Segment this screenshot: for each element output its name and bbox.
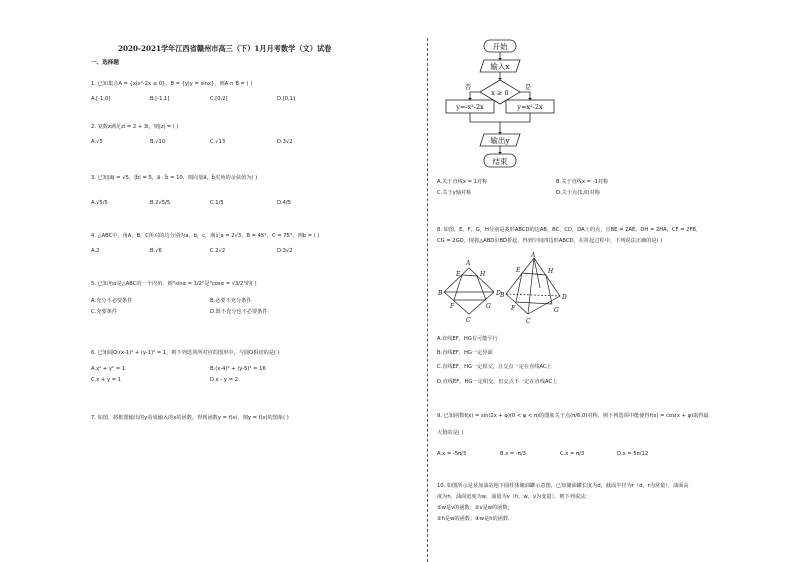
q2-option-b: B.√10	[150, 139, 166, 145]
folded-quad-efgh	[516, 273, 552, 304]
left-label-d: D	[496, 290, 501, 297]
q5-option-d: D.既不充分也不必要条件	[210, 309, 268, 315]
q1-option-b: B.[-1,1]	[150, 96, 170, 102]
q8-option-c: C.直线EF，HG一定相交，且交点一定在直线AC上	[437, 364, 552, 370]
flow-left-formula: y=-x²-2x	[456, 103, 484, 111]
q1-option-c: C.[0,2]	[210, 96, 228, 102]
q3-option-b: B.2√5/5	[150, 200, 171, 206]
flow-yes-label: 是	[524, 83, 532, 91]
q10-stem-line-1: 10. 如图所示是某加油站地下圆柱体储油罐示意图，已知储油罐长度为d，截面半径为r（d，r为常量），油面高	[437, 483, 689, 489]
q7-option-d: D.关于点(1,0)对称	[556, 190, 600, 196]
page-title: 2020-2021学年江西省赣州市高三（下）1月月考数学（文）试卷	[118, 44, 332, 53]
flow-start-text: 开始	[492, 42, 508, 51]
q7-option-a: A.关于直线x = 1对称	[437, 179, 488, 185]
q10-stem-line-4: ③h是w的函数；④w是h的函数.	[437, 516, 510, 522]
right-label-a: A	[531, 252, 536, 259]
q6-option-d: D.x - y = 2	[210, 377, 238, 383]
q9-option-c: C.x = π/3	[560, 451, 585, 457]
q4-stem: 4. △ABC中，角A，B，C所对的边分别为a，b，c，满足a = 2√3，B = 45°，C = 75°，则b = ( )	[91, 233, 320, 239]
q3-option-c: C.1/5	[210, 200, 224, 206]
q1-stem: 1. 已知集合A = {x|x²-2x ≤ 0}，B = {y|y = sinx}，则A ∩ B = ( )	[91, 81, 253, 87]
left-label-c: C	[466, 317, 471, 324]
right-label-h: H	[548, 268, 554, 275]
q4-option-b: B.√6	[150, 248, 162, 254]
right-label-d: D	[562, 294, 567, 301]
q6-option-b: B.(x-4)² + (y-5)² = 16	[210, 366, 266, 372]
q2-option-c: C.√13	[210, 139, 226, 145]
q5-stem: 5. 已知角α是△ABC的一个内角，则"sinα = 1/2"是"cosα = √3/2"的( )	[91, 281, 257, 287]
q8-stem-line-1: 8. 如图，E，F，G，H分别是菱形ABCD的边AB，BC，CD，DA上的点，且BE = 2AE，DH = 2HA，CF = 2FB，	[437, 227, 702, 233]
q7-stem: 7. 如图，将框图输出的y看成输入的x的函数，得到函数y = f(x)，则y = f(x)的图象( )	[91, 415, 289, 421]
flat-quad-efgh	[454, 275, 486, 300]
rhombus-figure	[436, 252, 586, 328]
flow-output-text: 输出y	[490, 136, 510, 145]
right-label-b: B	[500, 292, 505, 299]
q10-stem-line-3: ①w是v的函数；②v是w的函数；	[437, 505, 513, 511]
q3-stem: 3. 已知|a⃗| = √5，|b⃗| = 5，a⃗ · b⃗ = 10，则向量a⃗，b⃗夹角的余弦值为( )	[91, 175, 258, 181]
section-heading: 一、选择题	[91, 60, 119, 66]
left-label-f: F	[450, 303, 455, 310]
q9-stem-line-1: 9. 已知函数f(x) = sin(2x + φ)(0 < φ < π)的图象关于点(π/6,0)对称，则下列选项中能使得f(x) = cos(x + φ)取得最	[437, 413, 709, 419]
left-label-a: A	[466, 260, 471, 267]
q4-option-d: D.3√2	[277, 248, 293, 254]
right-label-e: E	[516, 267, 521, 274]
q9-stem-line-2: 大值的是( )	[437, 430, 464, 436]
left-label-g: G	[486, 303, 491, 310]
q3-option-d: D.4/5	[277, 200, 291, 206]
flowchart	[432, 36, 582, 174]
q10-stem-line-2: 度为h，油面宽度为w，油量为v（h，w，v为变量），则下列说法：	[437, 494, 591, 500]
q2-option-d: D.3√2	[277, 139, 293, 145]
left-label-b: B	[438, 290, 443, 297]
q3-option-a: A.√5/5	[91, 200, 108, 206]
column-divider	[427, 38, 428, 562]
q8-stem-line-2: CG = 2GD，现将△ABD沿BD折起，得到空间四边形ABCD，在折起过程中，下列说法正确的是( )	[437, 238, 663, 244]
q9-option-b: B.x = -π/3	[500, 451, 526, 457]
q9-option-a: A.x = -5π/3	[437, 451, 467, 457]
q6-stem: 6. 已知圆O:(x-1)² + (y-1)² = 1，则下列选项所对应的图形中，与圆O相切的是( )	[91, 350, 280, 356]
right-label-g: G	[554, 307, 559, 314]
flow-input-text: 输入x	[490, 62, 510, 71]
q8-option-b: B.直线EF，HG一定异面	[437, 350, 493, 356]
q4-option-a: A.2	[91, 248, 100, 254]
q4-option-c: C.2√2	[210, 248, 226, 254]
flow-no-label: 否	[464, 83, 472, 91]
q6-option-a: A.x² + y² = 1	[91, 366, 125, 372]
q5-option-c: C.充要条件	[91, 309, 118, 315]
flow-condition-text: x ≥ 0	[491, 89, 509, 97]
q5-option-b: B.必要不充分条件	[210, 298, 252, 304]
q2-stem: 2. 复数z满足zi = 2 + 3i，则|z| = ( )	[91, 124, 179, 130]
right-label-f: F	[511, 305, 516, 312]
flow-right-formula: y=x²-2x	[517, 103, 543, 111]
left-label-e: E	[456, 271, 461, 278]
q5-option-a: A.充分不必要条件	[91, 298, 133, 304]
left-label-h: H	[480, 271, 486, 278]
q2-option-a: A.√5	[91, 139, 103, 145]
q6-option-c: C.x + y = 1	[91, 377, 122, 383]
right-label-c: C	[526, 318, 531, 325]
q9-option-d: D.x = 5π/12	[617, 451, 649, 457]
q8-option-d: D.直线EF，HG一定相交，但交点不一定在直线AC上	[437, 379, 558, 385]
q7-option-c: C.关于y轴对称	[437, 190, 472, 196]
q8-option-a: A.直线EF，HG有可能平行	[437, 336, 498, 342]
q1-option-a: A.[-1,0]	[91, 96, 111, 102]
q7-option-b: B.关于直线x = -1对称	[556, 179, 609, 185]
flow-end-text: 结束	[492, 157, 508, 166]
q1-option-d: D.[0,1]	[277, 96, 295, 102]
